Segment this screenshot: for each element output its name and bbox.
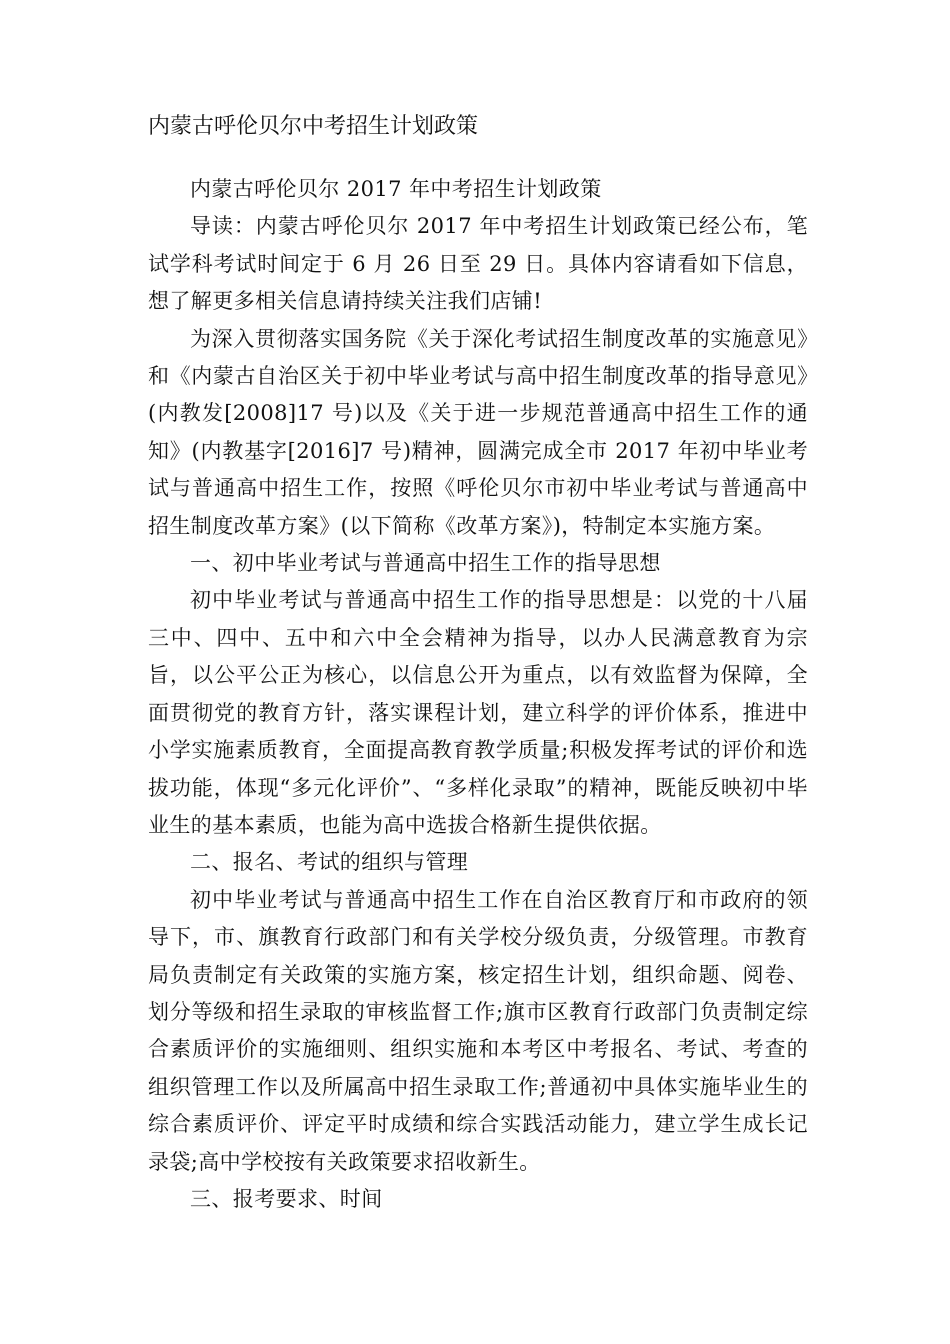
section-heading-2: 二、报名、考试的组织与管理 (190, 850, 469, 875)
section-heading-1: 一、初中毕业考试与普通高中招生工作的指导思想 (190, 551, 661, 576)
section-heading-3: 三、报考要求、时间 (190, 1186, 383, 1211)
subtitle-paragraph: 内蒙古呼伦贝尔 2017 年中考招生计划政策 (190, 177, 602, 201)
section-1-paragraph: 初中毕业考试与普通高中招生工作的指导思想是：以党的十八届三中、四中、五中和六中全会精神为指导，以办人民满意教育为宗旨，以公平公正为核心，以信息公开为重点，以有效监督为保障，全面贯彻党的教育方针，落实课程计划，建立科学的评价体系，推进中小学实施素质教育，全面提高教育教学质量;积极发挥考试的评价和选拔功能，体现“多元化评价”、“多样化录取”的精神，既能反映初中毕业生的基本素质，也能为高中选拔合格新生提供依据。 (148, 588, 808, 837)
section-2-paragraph: 初中毕业考试与普通高中招生工作在自治区教育厅和市政府的领导下，市、旗教育行政部门和有关学校分级负责，分级管理。市教育局负责制定有关政策的实施方案，核定招生计划，组织命题、阅卷、划分等级和招生录取的审核监督工作;旗市区教育行政部门负责制定综合素质评价的实施细则、组织实施和本考区中考报名、考试、考查的组织管理工作以及所属高中招生录取工作;普通初中具体实施毕业生的综合素质评价、评定平时成绩和综合实践活动能力，建立学生成长记录袋;高中学校按有关政策要求招收新生。 (148, 887, 808, 1174)
document-title: 内蒙古呼伦贝尔中考招生计划政策 (148, 114, 479, 139)
intro-paragraph: 导读：内蒙古呼伦贝尔 2017 年中考招生计划政策已经公布，笔试学科考试时间定于 6 月 26 日至 29 日。具体内容请看如下信息，想了解更多相关信息请持续关注我们店铺! (148, 214, 808, 314)
document-body (148, 171, 808, 1218)
background-paragraph: 为深入贯彻落实国务院《关于深化考试招生制度改革的实施意见》和《内蒙古自治区关于初中毕业考试与高中招生制度改革的指导意见》(内教发[2008]17 号)以及《关于进一步规范普通高中招生工作的通知》(内教基字[2016]7 号)精神，圆满完成全市 2017 年初中毕业考试与普通高中招生工作，按照《呼伦贝尔市初中毕业考试与普通高中招生制度改革方案》(以下简称《改革方案》)，特制定本实施方案。 (148, 326, 808, 538)
